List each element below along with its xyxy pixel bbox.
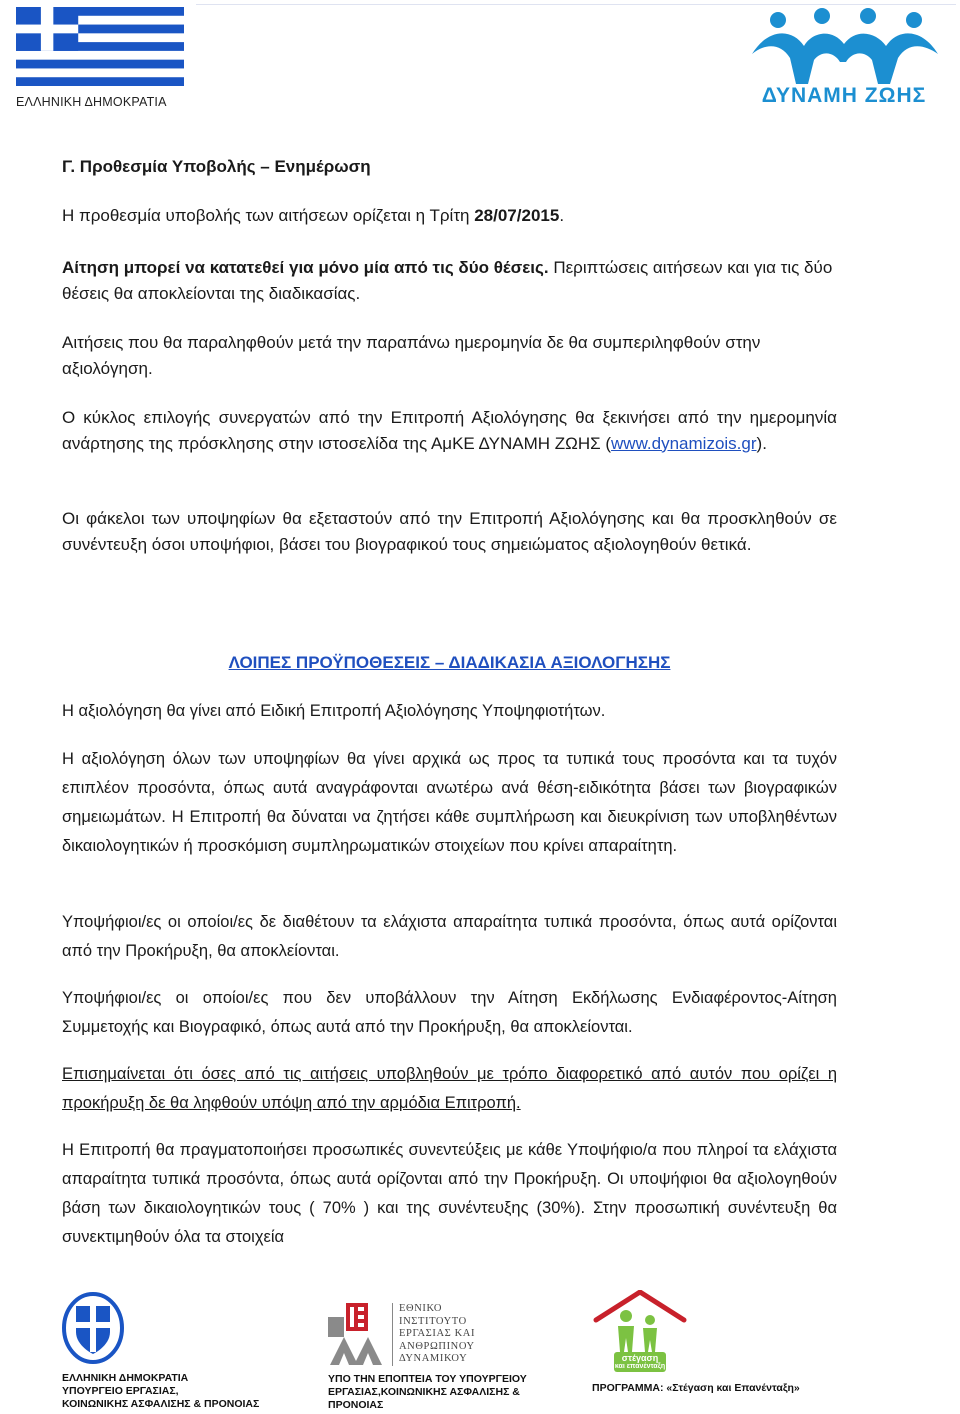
header-rule (196, 4, 956, 5)
one-position-bold: Αίτηση μπορεί να κατατεθεί για μόνο μία από τις δύο θέσεις. (62, 258, 549, 277)
eiead-word-4: ΑΝΘΡΩΠΙΝΟΥ (399, 1340, 475, 1352)
evaluation-process-paragraph: Η αξιολόγηση όλων των υποψηφίων θα γίνει αρχικά ως προς τα τυπικά τους προσόντα και τα τυχόν επιπλέον προσόντα, όπως αυτά αναγράφονται ανωτέρω ανά θέση-ειδικότητα βάσει των βιογραφικών σημειωμάτων. Η Επιτροπή θα δύναται να ζητήσει κάθε συμπλήρωση και διευκρίνιση των υποβληθέντων δικαιολογητικών ή προσκόμιση συμπληρωματικών στοιχείων που κρίνει απαραίτητη. (62, 750, 837, 855)
interview-paragraph: Η Επιτροπή θα πραγματοποιήσει προσωπικές συνεντεύξεις με κάθε Υποψήφιο/α που πληροί τα ελάχιστα απαραίτητα τυπικά προσόντα, όπως αυτά ορίζονται από την Προκήρυξη. Οι υποψήφιοι θα αξιολογηθούν βάση των δικαιολογητικών τους ( 70% ) και της συνέντευξης (30%). Στην προσωπική συνέντευξη θα συνεκτιμηθούν όλα τα στοιχεία (62, 1141, 837, 1246)
one-position-paragraph (62, 255, 837, 306)
eiead-logo (328, 1303, 527, 1367)
deadline-text: Η προθεσμία υποβολής των αιτήσεων ορίζεται η Τρίτη (62, 206, 475, 225)
ministry-caption-3: ΚΟΙΝΩΝΙΚΗΣ ΑΣΦΑΛΙΣΗΣ & ΠΡΟΝΟΙΑΣ (62, 1398, 260, 1410)
selection-cycle-end: ). (756, 433, 767, 453)
eiead-wordmark (392, 1303, 475, 1366)
dynami-zois-logo (748, 6, 940, 108)
program-badge (614, 1354, 666, 1371)
section-c-heading: Γ. Προθεσμία Υποβολής – Ενημέρωση (62, 157, 371, 176)
eiead-word-2: ΙΝΣΤΙΤΟΥΤΟ (399, 1315, 467, 1327)
ministry-caption-2: ΥΠΟΥΡΓΕΙΟ ΕΡΓΑΣΙΑΣ, (62, 1385, 179, 1397)
eiead-caption-1: ΥΠΟ ΤΗΝ ΕΠΟΠΤΕΙΑ ΤΟΥ ΥΠΟΥΡΓΕΙΟΥ (328, 1373, 527, 1385)
one-position-rest: Περιπτώσεις αιτήσεων και για τις δύο θέσεις θα αποκλείονται της διαδικασίας. (62, 258, 833, 303)
selection-cycle-text: Ο κύκλος επιλογής συνεργατών από την Επιτροπή Αξιολόγησης θα ξεκινήσει από την ημερομηνία ανάρτησης της πρόσκλησης στην ιστοσελίδα της ΑμΚΕ ΔΥΝΑΜΗ ΖΩΗΣ ( (62, 408, 837, 453)
eiead-word-5: ΔΥΝΑΜΙΚΟΥ (399, 1353, 468, 1364)
evaluation-committee-paragraph: Η αξιολόγηση θα γίνει από Ειδική Επιτροπή Αξιολόγησης Υποψηφιοτήτων. (62, 702, 606, 720)
program-caption: ΠΡΟΓΡΑΜΜΑ: «Στέγαση και Επανένταξη» (592, 1382, 800, 1394)
eiead-footer (328, 1303, 527, 1412)
deadline-paragraph (62, 203, 837, 229)
flag-caption: ΕΛΛΗΝΙΚΗ ΔΗΜΟΚΡΑΤΙΑ (16, 95, 167, 109)
eiead-word-3: ΕΡΓΑΣΙΑΣ ΚΑΙ (399, 1328, 476, 1339)
ministry-caption-1: ΕΛΛΗΝΙΚΗ ΔΗΜΟΚΡΑΤΙΑ (62, 1372, 189, 1384)
eiead-caption-3: ΠΡΟΝΟΙΑΣ (328, 1399, 384, 1411)
coat-of-arms-icon (62, 1292, 124, 1364)
program-badge-1: στέγαση (621, 1353, 659, 1363)
eiead-word-1: ΕΘΝΙΚΟ (399, 1303, 443, 1314)
program-footer (592, 1290, 800, 1395)
greek-flag-icon (16, 7, 184, 86)
wrong-submission-paragraph: Επισημαίνεται ότι όσες από τις αιτήσεις υποβληθούν με τρόπο διαφορετικό από αυτόν που ορίζει η προκήρυξη δε θα ληφθούν υπόψη από την αρμόδια Επιτροπή. (62, 1065, 837, 1112)
files-review-paragraph: Οι φάκελοι των υποψηφίων θα εξεταστούν από την Επιτροπή Αξιολόγησης και θα προσκληθούν σε συνέντευξη όσοι υποψήφιοι, βάσει του βιογραφικού τους σημειώματος αξιολογηθούν θετικά. (62, 509, 837, 554)
ministry-footer (62, 1292, 259, 1411)
eiead-caption-2: ΕΡΓΑΣΙΑΣ,ΚΟΙΝΩΝΙΚΗΣ ΑΣΦΑΛΙΣΗΣ & (328, 1386, 520, 1398)
eiead-mark-icon (328, 1303, 384, 1367)
selection-cycle-paragraph (62, 405, 837, 456)
program-badge-2: και επανένταξη (614, 1363, 666, 1370)
deadline-date: 28/07/2015 (474, 206, 560, 225)
late-applications-paragraph: Αιτήσεις που θα παραληφθούν μετά την παραπάνω ημερομηνία δε θα συμπεριληφθούν στην αξιολόγηση. (62, 333, 761, 378)
dynami-zois-text: ΔΥΝΑΜΗ ΖΩΗΣ (761, 84, 927, 107)
website-link[interactable]: www.dynamizois.gr (611, 433, 757, 453)
missing-documents-paragraph: Υποψήφιοι/ες οι οποίοι/ες που δεν υποβάλλουν την Αίτηση Εκδήλωσης Ενδιαφέροντος-Αίτηση Συμμετοχής και Βιογραφικό, όπως αυτά από την Προκήρυξη, θα αποκλείονται. (62, 989, 837, 1036)
other-conditions-title (62, 653, 837, 673)
people-figures-icon (748, 6, 940, 88)
missing-qualifications-paragraph: Υποψήφιοι/ες οι οποίοι/ες δε διαθέτουν τα ελάχιστα απαραίτητα τυπικά προσόντα, όπως αυτά ορίζονται από την Προκήρυξη, θα αποκλείονται. (62, 913, 837, 960)
other-conditions-title-text: ΛΟΙΠΕΣ ΠΡΟΫΠΟΘΕΣΕΙΣ – ΔΙΑΔΙΚΑΣΙΑ ΑΞΙΟΛΟΓΗΣΗΣ (228, 653, 671, 672)
greek-flag-block (16, 7, 184, 109)
deadline-end: . (559, 206, 565, 225)
